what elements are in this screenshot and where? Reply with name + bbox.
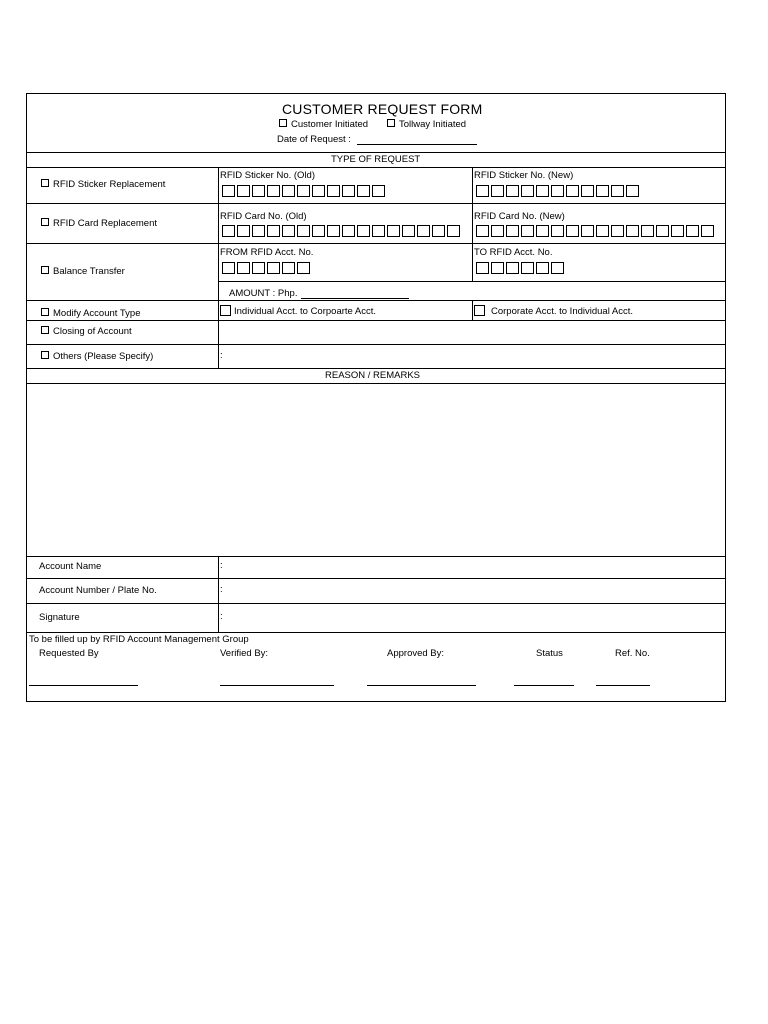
- account-name-label: Account Name: [39, 561, 102, 572]
- account-name-field[interactable]: :: [220, 560, 223, 571]
- page-title: CUSTOMER REQUEST FORM: [282, 101, 483, 117]
- rfid-card-new-boxes[interactable]: [476, 225, 714, 237]
- closing-account-option[interactable]: [41, 326, 132, 337]
- account-number-label: Account Number / Plate No.: [39, 585, 157, 596]
- char-box[interactable]: [372, 225, 385, 237]
- char-box[interactable]: [536, 225, 549, 237]
- char-box[interactable]: [611, 225, 624, 237]
- char-box[interactable]: [551, 262, 564, 274]
- amount-label: AMOUNT : Php.: [229, 288, 298, 299]
- ref-no-label: Ref. No.: [615, 648, 650, 659]
- tollway-initiated-option[interactable]: [387, 119, 466, 130]
- tollway-initiated-checkbox[interactable]: [387, 119, 395, 127]
- char-box[interactable]: [641, 225, 654, 237]
- requested-by-signature-line[interactable]: [29, 685, 138, 686]
- modify-account-option[interactable]: [41, 308, 141, 319]
- rfid-sticker-new-boxes[interactable]: [476, 185, 639, 197]
- char-box[interactable]: [491, 185, 504, 197]
- char-box[interactable]: [476, 262, 489, 274]
- verified-by-label: Verified By:: [220, 648, 269, 659]
- char-box[interactable]: [596, 225, 609, 237]
- individual-to-corporate-option[interactable]: [220, 306, 376, 317]
- amount-field[interactable]: [301, 298, 409, 299]
- approved-by-signature-line[interactable]: [367, 685, 476, 686]
- corporate-to-individual-label: Corporate Acct. to Individual Acct.: [491, 306, 634, 318]
- char-box[interactable]: [252, 185, 265, 197]
- rfid-sticker-option[interactable]: [41, 179, 165, 190]
- others-specify-field[interactable]: :: [220, 350, 223, 361]
- char-box[interactable]: [417, 225, 430, 237]
- char-box[interactable]: [626, 225, 639, 237]
- rfid-sticker-new-label: RFID Sticker No. (New): [474, 170, 574, 181]
- char-box[interactable]: [596, 185, 609, 197]
- char-box[interactable]: [476, 225, 489, 237]
- char-box[interactable]: [671, 225, 684, 237]
- char-box[interactable]: [357, 225, 370, 237]
- char-box[interactable]: [267, 262, 280, 274]
- rfid-card-old-label: RFID Card No. (Old): [220, 211, 307, 222]
- char-box[interactable]: [297, 185, 310, 197]
- others-checkbox[interactable]: [41, 351, 49, 359]
- closing-account-checkbox[interactable]: [41, 326, 49, 334]
- approved-by-label: Approved By:: [387, 648, 445, 659]
- char-box[interactable]: [581, 185, 594, 197]
- char-box[interactable]: [686, 225, 699, 237]
- char-box[interactable]: [297, 262, 310, 274]
- type-of-request-header: TYPE OF REQUEST: [331, 154, 421, 165]
- char-box[interactable]: [327, 185, 340, 197]
- char-box[interactable]: [312, 225, 325, 237]
- char-box[interactable]: [611, 185, 624, 197]
- rfid-sticker-checkbox[interactable]: [41, 179, 49, 187]
- char-box[interactable]: [521, 262, 534, 274]
- requested-by-label: Requested By: [39, 648, 99, 659]
- ref-no-line[interactable]: [596, 685, 650, 686]
- char-box[interactable]: [521, 225, 534, 237]
- balance-transfer-option[interactable]: [41, 266, 125, 277]
- tollway-initiated-label: Tollway Initiated: [399, 119, 467, 130]
- rfid-card-checkbox[interactable]: [41, 218, 49, 226]
- rfid-sticker-old-boxes[interactable]: [222, 185, 385, 197]
- individual-to-corporate-checkbox[interactable]: [220, 305, 231, 316]
- rfid-card-label: RFID Card Replacement: [53, 218, 158, 229]
- signature-field[interactable]: :: [220, 611, 223, 622]
- char-box[interactable]: [506, 262, 519, 274]
- char-box[interactable]: [387, 225, 400, 237]
- char-box[interactable]: [626, 185, 639, 197]
- date-of-request-label: Date of Request :: [277, 134, 351, 145]
- char-box[interactable]: [491, 262, 504, 274]
- customer-initiated-option[interactable]: [279, 119, 368, 130]
- char-box[interactable]: [656, 225, 669, 237]
- char-box[interactable]: [267, 185, 280, 197]
- char-box[interactable]: [536, 185, 549, 197]
- char-box[interactable]: [372, 185, 385, 197]
- balance-transfer-checkbox[interactable]: [41, 266, 49, 274]
- char-box[interactable]: [342, 225, 355, 237]
- char-box[interactable]: [491, 225, 504, 237]
- char-box[interactable]: [237, 262, 250, 274]
- char-box[interactable]: [342, 185, 355, 197]
- account-number-field[interactable]: :: [220, 584, 223, 595]
- office-use-note: To be filled up by RFID Account Management Group: [29, 634, 249, 645]
- customer-initiated-checkbox[interactable]: [279, 119, 287, 127]
- char-box[interactable]: [222, 185, 235, 197]
- closing-account-label: Closing of Account: [53, 326, 132, 337]
- others-option[interactable]: [41, 351, 153, 362]
- char-box[interactable]: [551, 185, 564, 197]
- char-box[interactable]: [566, 185, 579, 197]
- balance-transfer-label: Balance Transfer: [53, 266, 125, 277]
- char-box[interactable]: [521, 185, 534, 197]
- individual-to-corporate-label: Individual Acct. to Corpoarte Acct.: [234, 306, 377, 318]
- char-box[interactable]: [222, 225, 235, 237]
- char-box[interactable]: [237, 225, 250, 237]
- rfid-card-old-boxes[interactable]: [222, 225, 460, 237]
- char-box[interactable]: [701, 225, 714, 237]
- char-box[interactable]: [282, 185, 295, 197]
- signature-label: Signature: [39, 612, 80, 623]
- char-box[interactable]: [536, 262, 549, 274]
- char-box[interactable]: [402, 225, 415, 237]
- char-box[interactable]: [506, 185, 519, 197]
- date-of-request-field[interactable]: [357, 144, 477, 145]
- char-box[interactable]: [222, 262, 235, 274]
- reason-remarks-header: REASON / REMARKS: [325, 370, 421, 381]
- status-line[interactable]: [514, 685, 574, 686]
- to-rfid-acct-label: TO RFID Acct. No.: [474, 247, 553, 258]
- char-box[interactable]: [237, 185, 250, 197]
- char-box[interactable]: [282, 225, 295, 237]
- char-box[interactable]: [476, 185, 489, 197]
- verified-by-signature-line[interactable]: [220, 685, 334, 686]
- rfid-sticker-old-label: RFID Sticker No. (Old): [220, 170, 316, 181]
- from-rfid-acct-label: FROM RFID Acct. No.: [220, 247, 314, 258]
- customer-request-form: [26, 93, 726, 702]
- to-rfid-acct-boxes[interactable]: [476, 262, 564, 274]
- others-label: Others (Please Specify): [53, 351, 154, 362]
- char-box[interactable]: [267, 225, 280, 237]
- char-box[interactable]: [447, 225, 460, 237]
- char-box[interactable]: [357, 185, 370, 197]
- char-box[interactable]: [312, 185, 325, 197]
- rfid-sticker-label: RFID Sticker Replacement: [53, 179, 166, 190]
- rfid-card-new-label: RFID Card No. (New): [474, 211, 565, 222]
- char-box[interactable]: [297, 225, 310, 237]
- modify-account-checkbox[interactable]: [41, 308, 49, 316]
- status-label: Status: [536, 648, 563, 659]
- char-box[interactable]: [327, 225, 340, 237]
- char-box[interactable]: [282, 262, 295, 274]
- char-box[interactable]: [566, 225, 579, 237]
- char-box[interactable]: [252, 262, 265, 274]
- char-box[interactable]: [506, 225, 519, 237]
- customer-initiated-label: Customer Initiated: [291, 119, 369, 130]
- from-rfid-acct-boxes[interactable]: [222, 262, 310, 274]
- corporate-to-individual-option[interactable]: [474, 306, 633, 317]
- modify-account-label: Modify Account Type: [53, 308, 141, 319]
- char-box[interactable]: [581, 225, 594, 237]
- char-box[interactable]: [252, 225, 265, 237]
- rfid-card-option[interactable]: [41, 218, 157, 229]
- char-box[interactable]: [432, 225, 445, 237]
- corporate-to-individual-checkbox[interactable]: [474, 305, 485, 316]
- char-box[interactable]: [551, 225, 564, 237]
- reason-remarks-area[interactable]: [27, 384, 725, 555]
